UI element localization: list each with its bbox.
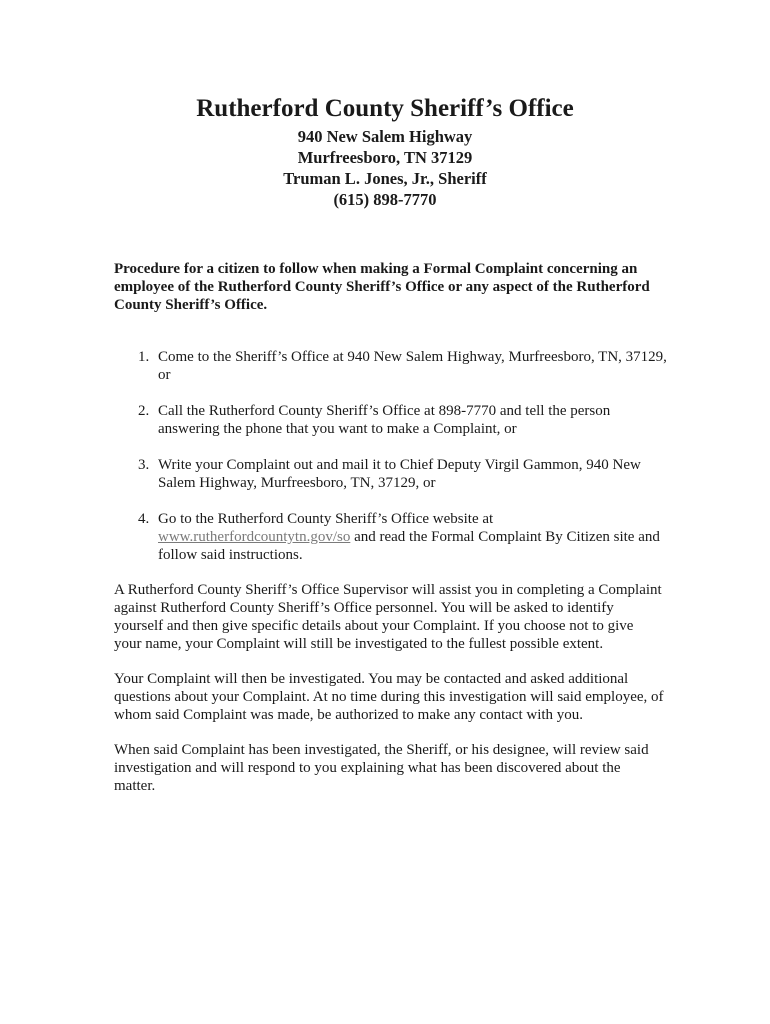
- step-number: 4.: [138, 511, 150, 527]
- step-text-before: Go to the Rutherford County Sheriff’s Office website at: [158, 511, 494, 527]
- list-item: [114, 456, 674, 492]
- phone-number: (615) 898-7770: [333, 190, 437, 209]
- step-text: Write your Complaint out and mail it to Chief Deputy Virgil Gammon, 940 New Salem Highway, Murfreesboro, TN, 37129, or: [158, 457, 641, 491]
- supervisor-paragraph: A Rutherford County Sheriff’s Office Supervisor will assist you in completing a Complaint against Rutherford County Sheriff’s Office personnel. You will be asked to identify yourself and then give specific details about your Complaint. If you choose not to give your name, your Complaint will still be investigated to the fullest possible extent.: [114, 582, 662, 652]
- list-item: [114, 402, 674, 438]
- step-number: 1.: [138, 349, 150, 365]
- step-text: Call the Rutherford County Sheriff’s Office at 898-7770 and tell the person answering the phone that you want to make a Complaint, or: [158, 403, 611, 437]
- step-number: 3.: [138, 457, 150, 473]
- step-text-after: and read the Formal Complaint By Citizen site and follow said instructions.: [158, 529, 660, 563]
- page-title: Rutherford County Sheriff’s Office: [196, 95, 574, 122]
- website-link[interactable]: www.rutherfordcountytn.gov/so: [158, 529, 351, 545]
- steps-list: [114, 348, 674, 582]
- review-paragraph: When said Complaint has been investigated, the Sheriff, or his designee, will review said investigation and will respond to you explaining what has been discovered about the matter.: [114, 742, 649, 794]
- address-street: 940 New Salem Highway: [297, 127, 473, 146]
- sheriff-name: Truman L. Jones, Jr., Sheriff: [283, 169, 487, 188]
- list-item: [114, 510, 674, 564]
- letterhead: [0, 92, 770, 210]
- list-item: [114, 348, 674, 384]
- investigation-paragraph: Your Complaint will then be investigated. You may be contacted and asked additional questions about your Complaint. At no time during this investigation will said employee, of whom said Complaint was made, be authorized to make any contact with you.: [114, 671, 664, 723]
- step-text: Come to the Sheriff’s Office at 940 New Salem Highway, Murfreesboro, TN, 37129, or: [158, 349, 667, 383]
- address-city: Murfreesboro, TN 37129: [297, 148, 473, 167]
- step-number: 2.: [138, 403, 150, 419]
- procedure-heading: Procedure for a citizen to follow when making a Formal Complaint concerning an employee of the Rutherford County Sheriff’s Office or any aspect of the Rutherford County Sheriff’s Office.: [114, 261, 650, 313]
